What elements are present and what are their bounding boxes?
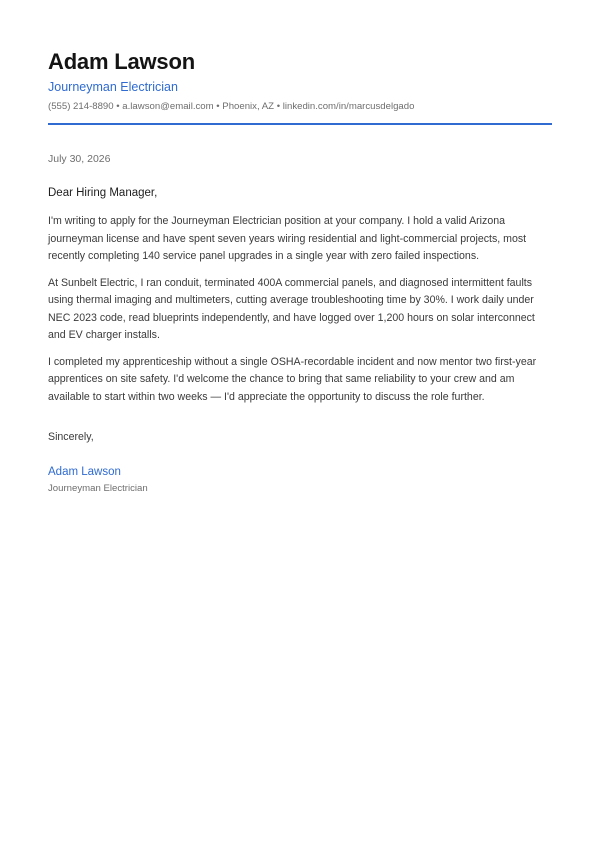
paragraph-intro: I'm writing to apply for the Journeyman Electrician position at your company. I hold a valid Arizona journeyman license and have spent seven years wiring residential and light-commercial projects, most recently completing 140 service panel upgrades in a single year with zero failed inspections. bbox=[48, 215, 527, 262]
applicant-name: Adam Lawson bbox=[48, 49, 195, 74]
letter-date: July 30, 2026 bbox=[48, 153, 111, 165]
paragraph-closing: I completed my apprenticeship without a single OSHA-recordable incident and now mentor two first-year apprentices on site safety. I'd welcome the chance to bring that same reliability to your crew and am available to start within two weeks — I'd appreciate the opportunity to discuss the role further. bbox=[48, 355, 537, 403]
letter-body bbox=[48, 152, 552, 495]
header-divider bbox=[48, 123, 552, 125]
paragraph-experience: At Sunbelt Electric, I ran conduit, terminated 400A commercial panels, and diagnosed intermittent faults using thermal imaging and multimeters, cutting average troubleshooting time by 30%. I work daily under NEC 2023 code, read blueprints independently, and have logged over 1,200 hours on solar interconnect and EV charger installs. bbox=[48, 276, 535, 341]
signature-title: Journeyman Electrician bbox=[48, 483, 148, 494]
closing-phrase: Sincerely, bbox=[48, 431, 94, 443]
signature-name: Adam Lawson bbox=[48, 466, 121, 478]
letter-header bbox=[48, 48, 552, 125]
contact-line: (555) 214-8890 • a.lawson@email.com • Phoenix, AZ • linkedin.com/in/marcusdelgado bbox=[48, 101, 415, 112]
salutation: Dear Hiring Manager, bbox=[48, 187, 158, 199]
applicant-title: Journeyman Electrician bbox=[48, 80, 178, 94]
